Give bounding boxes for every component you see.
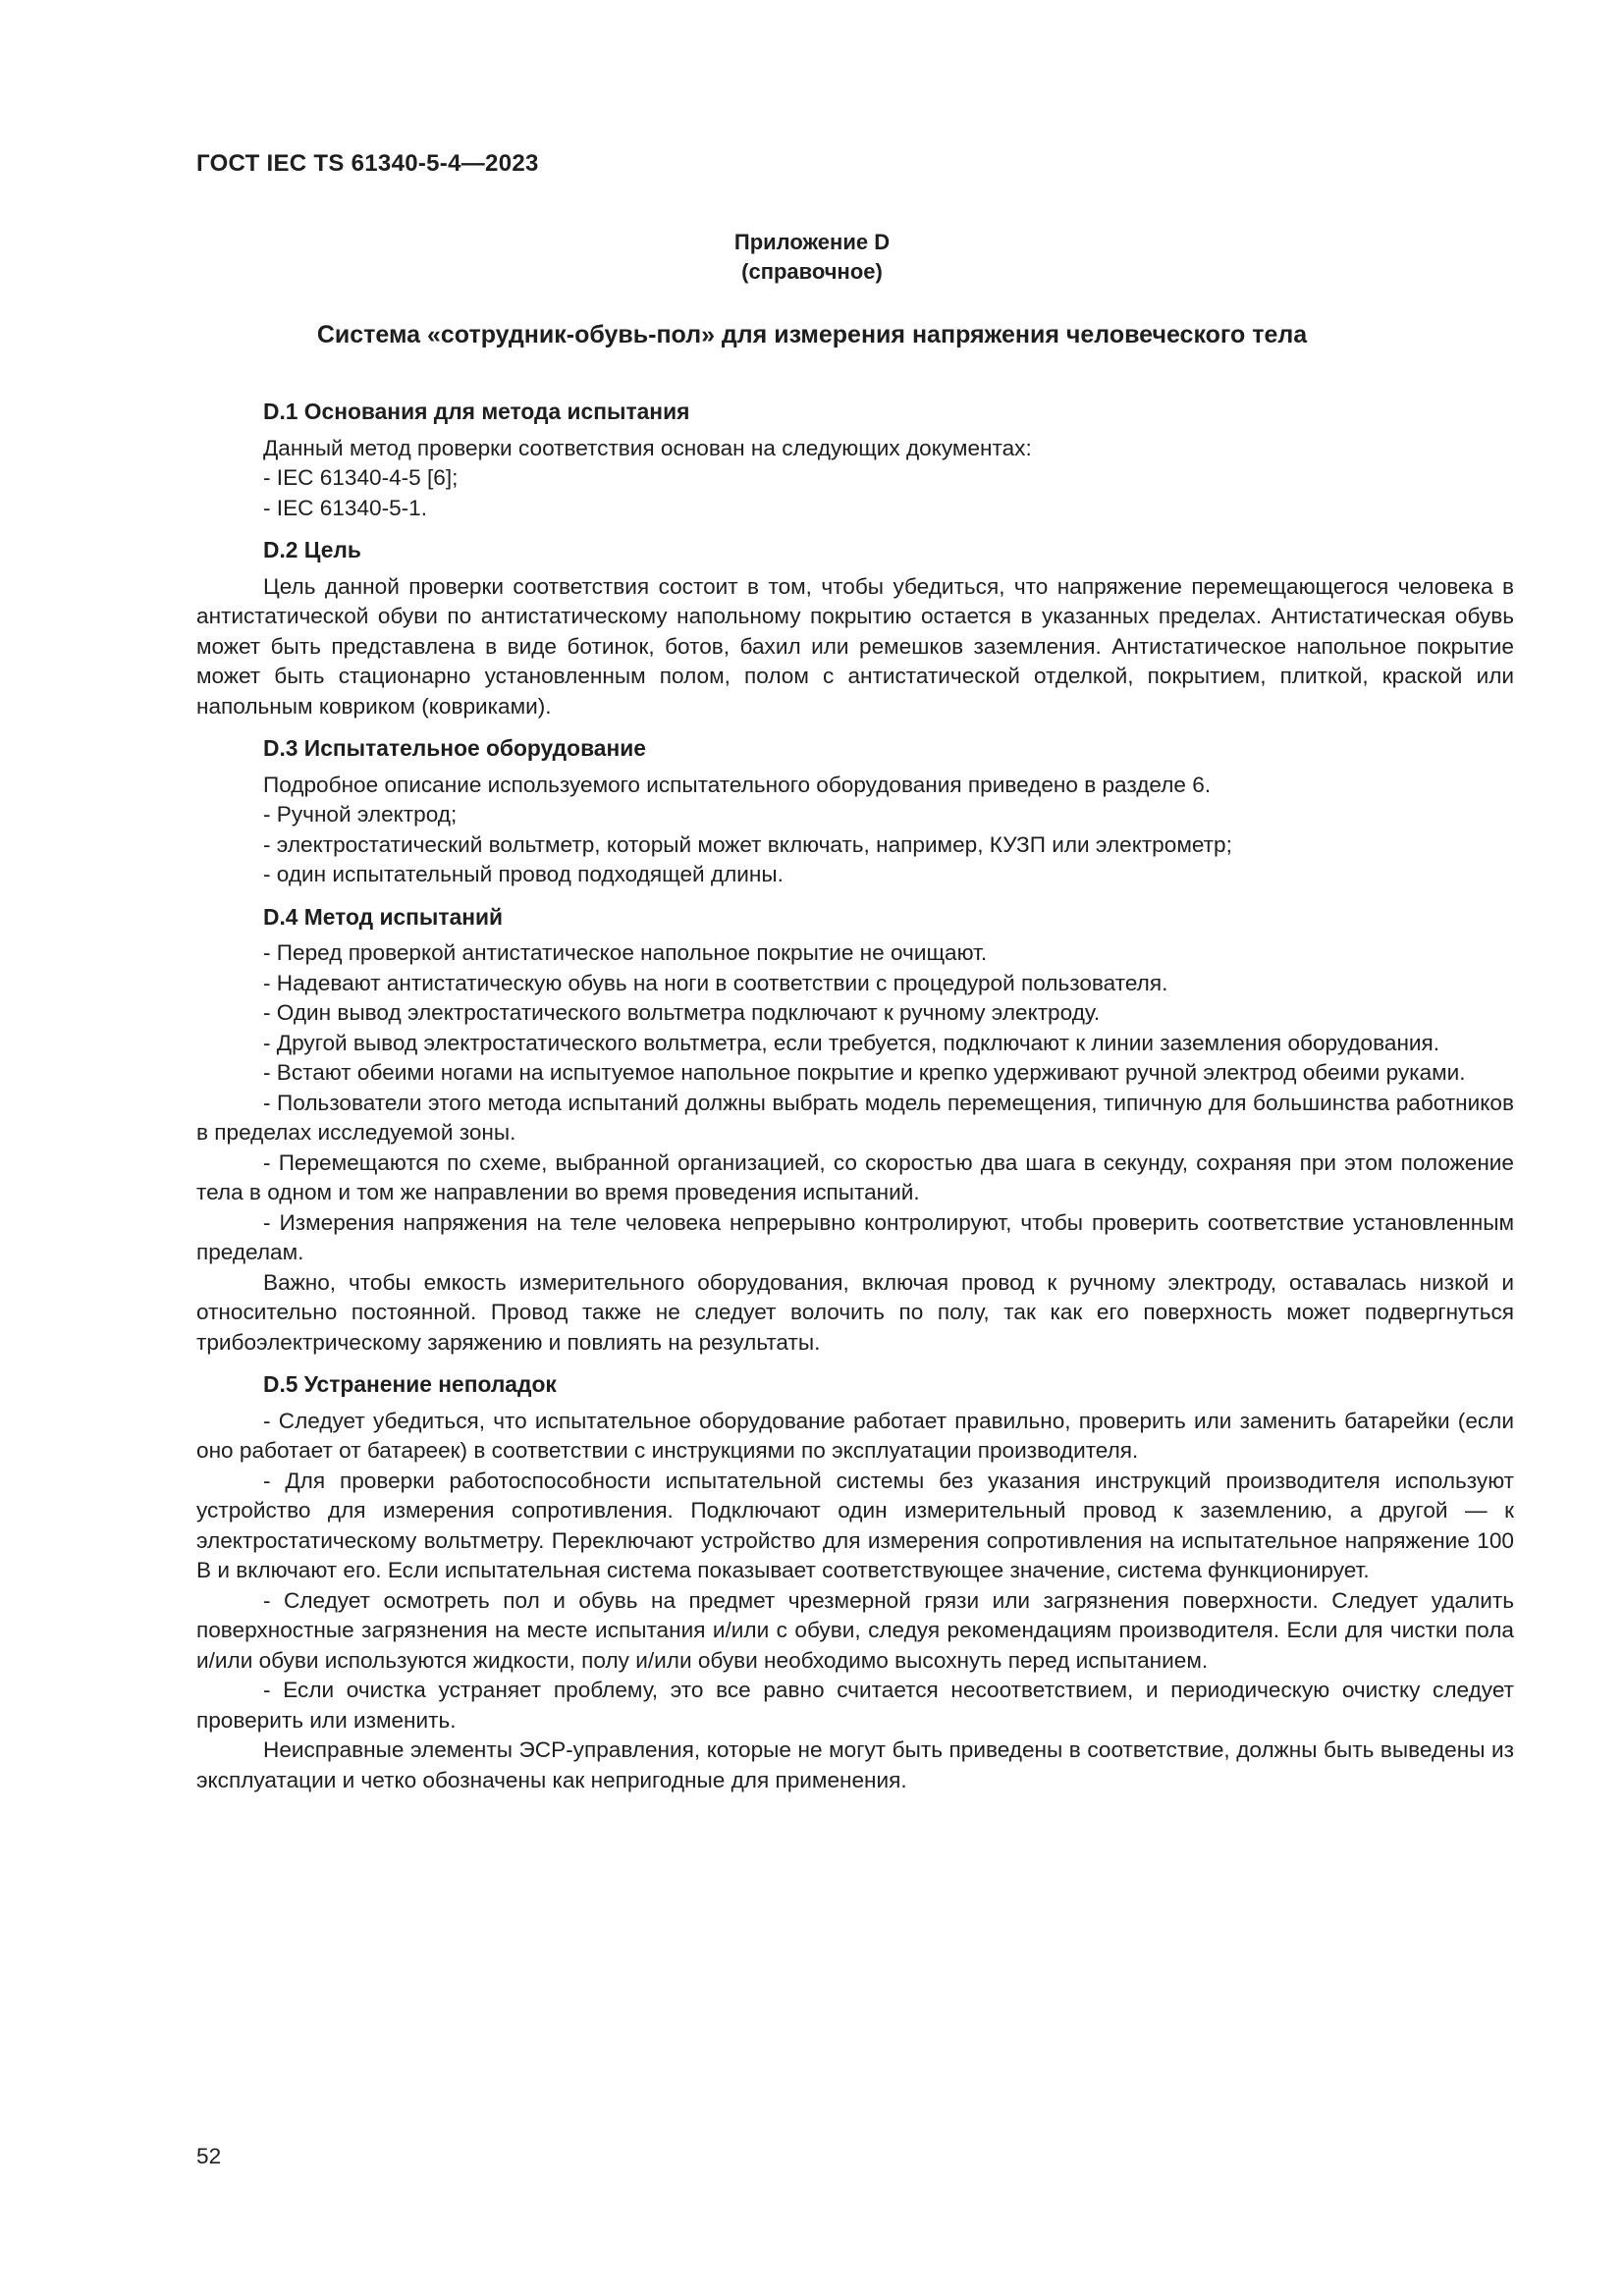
paragraph: - Измерения напряжения на теле человека непрерывно контролируют, чтобы проверить соответствие установленным пределам. xyxy=(196,1209,1514,1264)
paragraph: Неисправные элементы ЭСР-управления, которые не могут быть приведены в соответствие, должны быть выведены из эксплуатации и четко обозначены как непригодные для применения. xyxy=(196,1737,1514,1792)
section-intro: Данный метод проверки соответствия основан на следующих документах: xyxy=(263,435,1032,460)
section-title: D.2 Цель xyxy=(263,537,361,562)
document-designation: ГОСТ IEC TS 61340-5-4—2023 xyxy=(196,150,539,177)
paragraph: - Надевают антистатическую обувь на ноги в соответствии с процедурой пользователя. xyxy=(263,970,1168,995)
paragraph: - Пользователи этого метода испытаний должны выбрать модель перемещения, типичную для большинства работников в пределах исследуемой зоны. xyxy=(196,1090,1514,1145)
annex-label: Приложение D xyxy=(733,230,891,254)
section-title: D.5 Устранение неполадок xyxy=(263,1371,557,1397)
section-d1 xyxy=(196,397,1514,523)
list-item: - IEC 61340-5-1. xyxy=(263,495,428,520)
section-d5 xyxy=(196,1369,1514,1795)
paragraph: - Перемещаются по схеме, выбранной организацией, со скоростью два шага в секунду, сохраняя при этом положение тела в одном и том же направлении во время проведения испытаний. xyxy=(196,1149,1514,1204)
list-item: - электростатический вольтметр, который может включать, например, КУЗП или электрометр; xyxy=(263,831,1232,857)
section-d4 xyxy=(196,902,1514,1359)
list-item: - один испытательный провод подходящей длины. xyxy=(263,862,784,886)
annex-kind: (справочное) xyxy=(741,259,883,284)
page-number: 52 xyxy=(196,2144,222,2168)
paragraph: - Если очистка устраняет проблему, это все равно считается несоответствием, и периодическую очистку следует проверить или изменить. xyxy=(196,1678,1514,1733)
paragraph: - Следует осмотреть пол и обувь на предмет чрезмерной грязи или загрязнения поверхности. Следует удалить поверхностные загрязнения на месте испытания и/или с обуви, следуя рекомендациям производителя. Если для чистки пола и/или обуви используются жидкости, полу и/или обуви необходимо высохнуть перед испытанием. xyxy=(196,1587,1514,1673)
section-d2 xyxy=(196,535,1514,721)
section-title: D.4 Метод испытаний xyxy=(263,903,504,930)
paragraph: Важно, чтобы емкость измерительного оборудования, включая провод к ручному электроду, оставалась низкой и относительно постоянной. Провод также не следует волочить по полу, так как его поверхность может подвергнуться трибоэлектрическому заряжению и повлиять на результаты. xyxy=(196,1269,1514,1355)
paragraph: - Для проверки работоспособности испытательной системы без указания инструкций производителя используют устройство для измерения сопротивления. Подключают один измерительный провод к заземлению, а другой — к электростатическому вольтметру. Переключают устройство для измерения сопротивления на испытательное напряжение 100 В и включают его. Если испытательная система показывает соответствующее значение, система функционирует. xyxy=(196,1468,1514,1582)
annex-heading xyxy=(0,228,1624,287)
list-item: - Ручной электрод; xyxy=(263,802,458,827)
section-title: D.1 Основания для метода испытания xyxy=(263,399,690,424)
paragraph: - Один вывод электростатического вольтметра подключают к ручному электроду. xyxy=(263,1000,1101,1025)
paragraph: - Перед проверкой антистатическое напольное покрытие не очищают. xyxy=(263,940,988,965)
list-item: - IEC 61340-4-5 [6]; xyxy=(263,465,459,490)
annex-title: Система «сотрудник-обувь-пол» для измерения напряжения человеческого тела xyxy=(316,321,1308,348)
section-intro: Подробное описание используемого испытательного оборудования приведено в разделе 6. xyxy=(263,772,1212,797)
paragraph: - Встают обеими ногами на испытуемое напольное покрытие и крепко удерживают ручной электрод обеими руками. xyxy=(263,1060,1466,1085)
paragraph: Цель данной проверки соответствия состоит в том, чтобы убедиться, что напряжение перемещающегося человека в антистатической обуви по антистатическому напольному покрытию остается в указанных пределах. Антистатическая обувь может быть представлена в виде ботинок, ботов, бахил или ремешков заземления. Антистатическое напольное покрытие может быть стационарно установленным полом, полом с антистатической отделкой, покрытием, плиткой, краской или напольным ковриком (ковриками). xyxy=(196,573,1514,719)
document-body xyxy=(196,397,1514,1795)
paragraph: - Следует убедиться, что испытательное оборудование работает правильно, проверить или заменить батарейки (если оно работает от батареек) в соответствии с инструкциями по эксплуатации производителя. xyxy=(196,1408,1514,1463)
section-title: D.3 Испытательное оборудование xyxy=(263,735,646,761)
paragraph: - Другой вывод электростатического вольтметра, если требуется, подключают к линии заземления оборудования. xyxy=(263,1030,1440,1055)
section-d3 xyxy=(196,733,1514,890)
